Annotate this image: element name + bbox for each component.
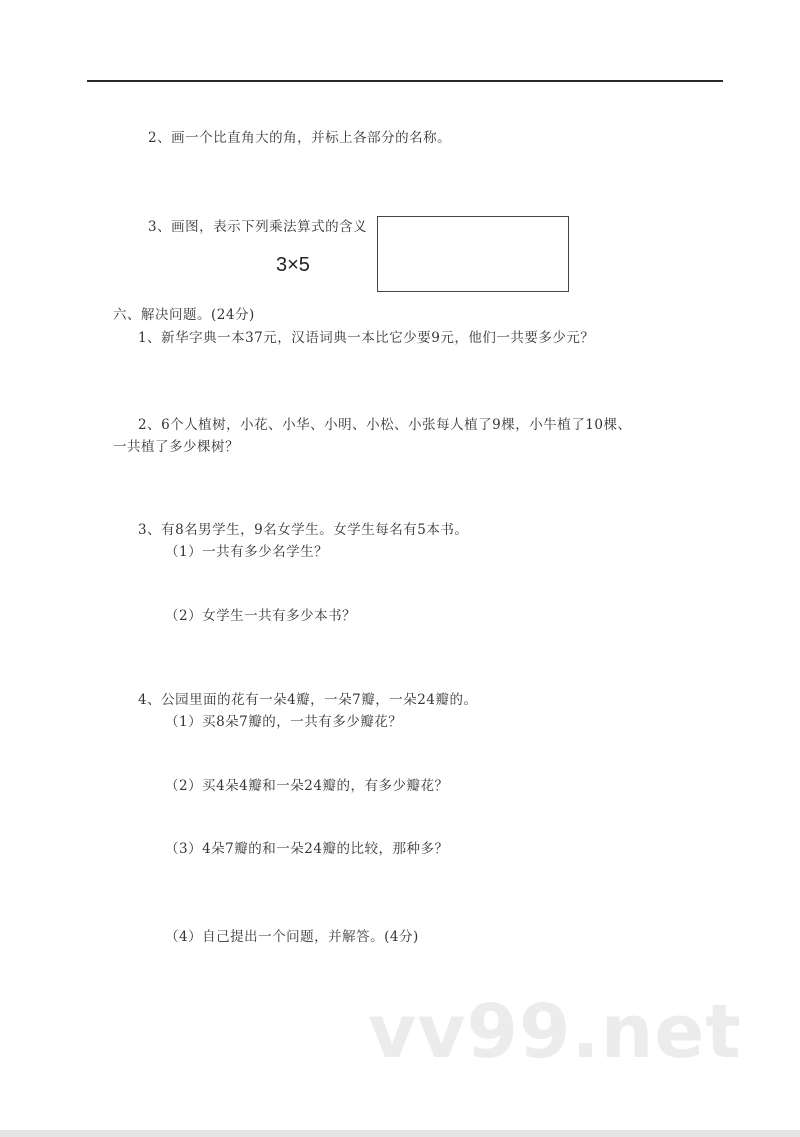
problem-4-sub-1: （1）买8朵7瓣的，一共有多少瓣花？ — [165, 714, 403, 730]
problem-4-sub-3: （3）4朵7瓣的和一朵24瓣的比较，那种多？ — [165, 841, 449, 857]
problem-3-sub-1: （1）一共有多少名学生？ — [165, 544, 329, 560]
drawing-answer-box — [377, 216, 569, 292]
problem-2-line-2: 一共植了多少棵树？ — [113, 439, 239, 455]
section-heading-solve-problems: 六、解决问题。(24分) — [113, 307, 255, 323]
multiplication-formula: 3×5 — [276, 254, 310, 276]
header-rule — [87, 80, 723, 82]
problem-4-sub-2: （2）买4朵4瓣和一朵24瓣的，有多少瓣花？ — [165, 778, 449, 794]
problem-2-line-1: 2、6个人植树，小花、小华、小明、小松、小张每人植了9棵，小牛植了10棵、 — [138, 417, 632, 433]
problem-3: 3、有8名男学生，9名女学生。女学生每名有5本书。 — [138, 522, 469, 538]
site-watermark: vv99.net — [368, 989, 742, 1075]
page-bottom-edge — [0, 1130, 800, 1137]
question-draw-obtuse-angle: 2、画一个比直角大的角，并标上各部分的名称。 — [148, 130, 452, 146]
question-draw-multiplication: 3、画图，表示下列乘法算式的含义 — [148, 219, 368, 235]
problem-4-sub-4: （4）自己提出一个问题，并解答。(4分) — [165, 929, 419, 945]
problem-4: 4、公园里面的花有一朵4瓣，一朵7瓣，一朵24瓣的。 — [138, 692, 478, 708]
problem-3-sub-2: （2）女学生一共有多少本书？ — [165, 608, 357, 624]
problem-1: 1、新华字典一本37元，汉语词典一本比它少要9元，他们一共要多少元？ — [138, 330, 595, 346]
